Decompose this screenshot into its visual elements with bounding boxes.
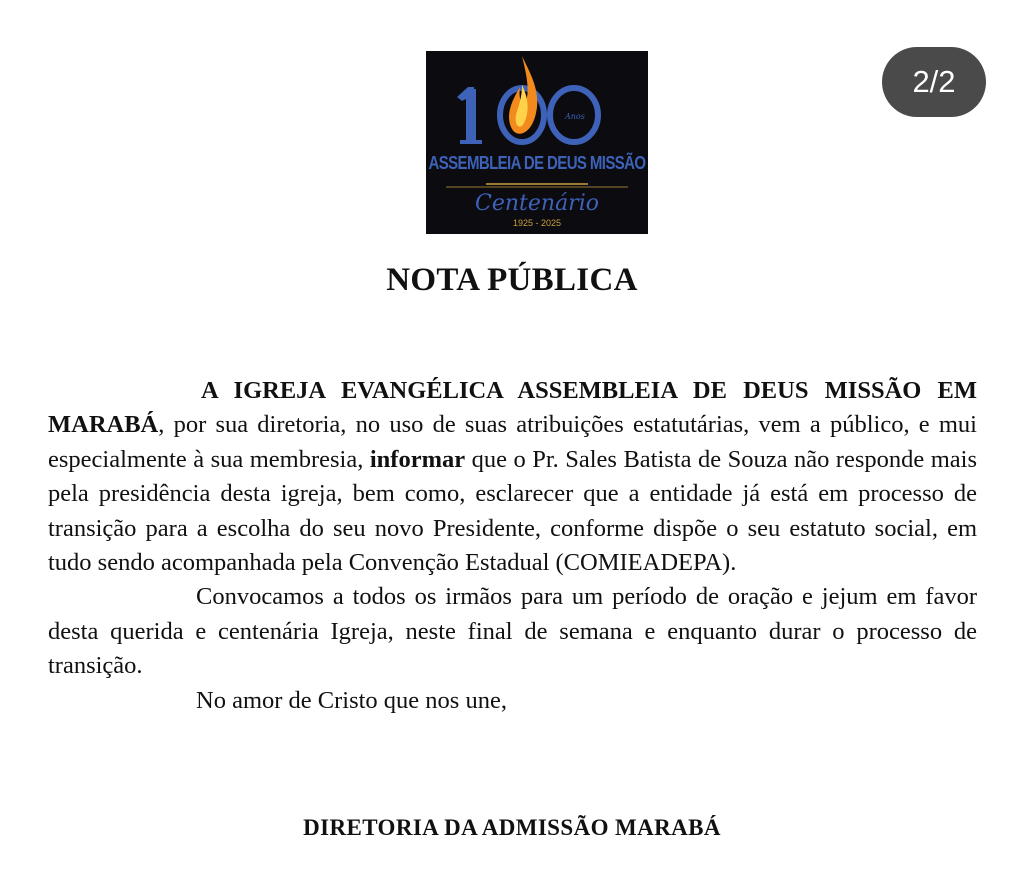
logo-centenario: Centenário bbox=[475, 191, 599, 216]
announcement-bold-word: informar bbox=[369, 445, 466, 473]
centenary-logo bbox=[426, 51, 648, 234]
page-counter-badge: 2/2 bbox=[882, 47, 986, 117]
logo-years: 1925 - 2025 bbox=[512, 218, 562, 228]
paragraph-convocation: Convocamos a todos os irmãos para um período de oração e jejum em favor desta querida e centenária Igreja, neste final de semana e enquanto durar o processo de transição. bbox=[48, 583, 977, 680]
paragraph-announcement bbox=[48, 374, 977, 580]
closing-line: No amor de Cristo que nos une, bbox=[196, 686, 507, 714]
church-name: A IGREJA EVANGÉLICA ASSEMBLEIA DE DEUS MISSÃO EM MARABÁ bbox=[48, 377, 977, 439]
signature: DIRETORIA DA ADMISSÃO MARABÁ bbox=[303, 815, 721, 840]
document-body bbox=[48, 374, 977, 718]
announcement-text-a: , por sua diretoria, no uso de suas atribuições estatutárias, vem a público, e mui especialmente à sua membresia, bbox=[48, 411, 977, 473]
announcement-text-b: que o Pr. Sales Batista de Souza não responde mais pela presidência desta igreja, bem como, esclarecer que a entidade já está em processo de transição para a escolha do seu novo Presidente, conforme dispõe o seu estatuto social, em tudo sendo acompanhada pela Convenção Estadual (COMIEADEPA). bbox=[48, 445, 978, 577]
document-title: NOTA PÚBLICA bbox=[386, 262, 638, 298]
logo-anos: Anos bbox=[565, 112, 585, 121]
logo-name: ASSEMBLEIA DE DEUS MISSÃO bbox=[428, 152, 646, 175]
